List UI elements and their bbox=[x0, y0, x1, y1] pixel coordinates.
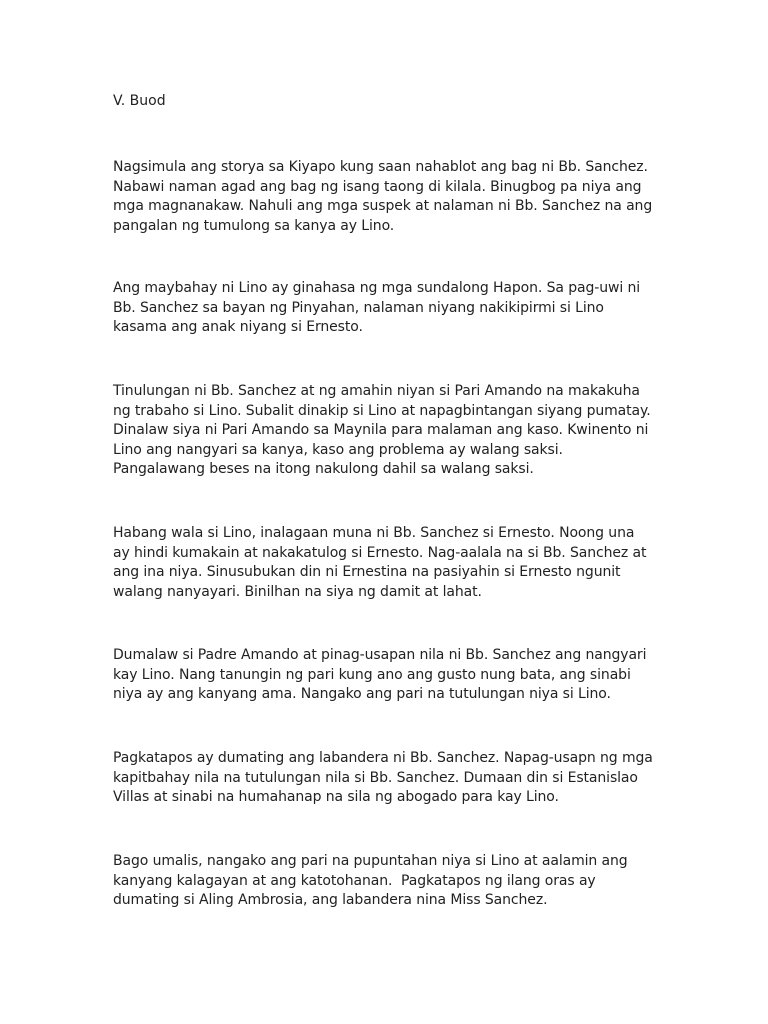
paragraph-line: pangalan ng tumulong sa kanya ay Lino. bbox=[113, 217, 395, 234]
paragraph-line: walang nanyayari. Binilhan na siya ng damit at lahat. bbox=[113, 583, 482, 600]
paragraph-line: Ang maybahay ni Lino ay ginahasa ng mga sundalong Hapon. Sa pag-uwi ni bbox=[113, 280, 641, 296]
paragraph-2 bbox=[113, 279, 673, 338]
paragraph-7 bbox=[113, 852, 673, 911]
paragraph-5 bbox=[113, 646, 673, 705]
paragraph-line: kanyang kalagayan at ang katotohanan. Pagkatapos ng ilang oras ay bbox=[113, 872, 596, 889]
paragraph-line: mga magnanakaw. Nahuli ang mga suspek at nalaman ni Bb. Sanchez na ang bbox=[113, 198, 653, 214]
paragraph-line: ang ina niya. Sinusubukan din ni Ernestina na pasiyahin si Ernesto ngunit bbox=[113, 564, 621, 580]
paragraph-line: Nagsimula ang storya sa Kiyapo kung saan nahablot ang bag ni Bb. Sanchez. bbox=[113, 159, 648, 175]
section-heading: V. Buod bbox=[113, 93, 166, 109]
paragraph-1 bbox=[113, 158, 673, 236]
paragraph-line: dumating si Aling Ambrosia, ang labandera nina Miss Sanchez. bbox=[113, 892, 548, 908]
paragraph-3 bbox=[113, 382, 673, 480]
paragraph-line: Pangalawang beses na itong nakulong dahil sa walang saksi. bbox=[113, 461, 534, 477]
paragraph-line: Villas at sinabi na humahanap na sila ng abogado para kay Lino. bbox=[113, 789, 559, 805]
paragraph-line: Dumalaw si Padre Amando at pinag-usapan nila ni Bb. Sanchez ang nangyari bbox=[113, 647, 647, 663]
paragraph-line: Nabawi naman agad ang bag ng isang taong di kilala. Binugbog pa niya ang bbox=[113, 178, 642, 195]
paragraph-line: kapitbahay nila na tutulungan nila si Bb. Sanchez. Dumaan din si Estanislao bbox=[113, 769, 638, 786]
paragraph-line: kasama ang anak niyang si Ernesto. bbox=[113, 319, 363, 335]
paragraph-line: Bb. Sanchez sa bayan ng Pinyahan, nalaman niyang nakikipirmi si Lino bbox=[113, 299, 604, 316]
paragraph-line: Tinulungan ni Bb. Sanchez at ng amahin niyan si Pari Amando na makakuha bbox=[113, 383, 640, 399]
paragraph-line: Dinalaw siya ni Pari Amando sa Maynila para malaman ang kaso. Kwinento ni bbox=[113, 422, 649, 438]
paragraph-line: Bago umalis, nangako ang pari na pupuntahan niya si Lino at aalamin ang bbox=[113, 853, 628, 869]
paragraph-4 bbox=[113, 524, 673, 602]
paragraph-line: ay hindi kumakain at nakakatulog si Ernesto. Nag-aalala na si Bb. Sanchez at bbox=[113, 544, 647, 561]
paragraph-line: Lino ang nangyari sa kanya, kaso ang problema ay walang saksi. bbox=[113, 441, 563, 458]
paragraph-line: Pagkatapos ay dumating ang labandera ni Bb. Sanchez. Napag-usapn ng mga bbox=[113, 750, 653, 766]
paragraph-line: ng trabaho si Lino. Subalit dinakip si Lino at napagbintangan siyang pumatay. bbox=[113, 402, 651, 419]
paragraph-line: niya ay ang kanyang ama. Nangako ang pari na tutulungan niya si Lino. bbox=[113, 686, 611, 702]
paragraph-6 bbox=[113, 749, 673, 808]
paragraph-line: Habang wala si Lino, inalagaan muna ni Bb. Sanchez si Ernesto. Noong una bbox=[113, 525, 635, 541]
paragraph-line: kay Lino. Nang tanungin ng pari kung ano ang gusto nung bata, ang sinabi bbox=[113, 666, 631, 683]
